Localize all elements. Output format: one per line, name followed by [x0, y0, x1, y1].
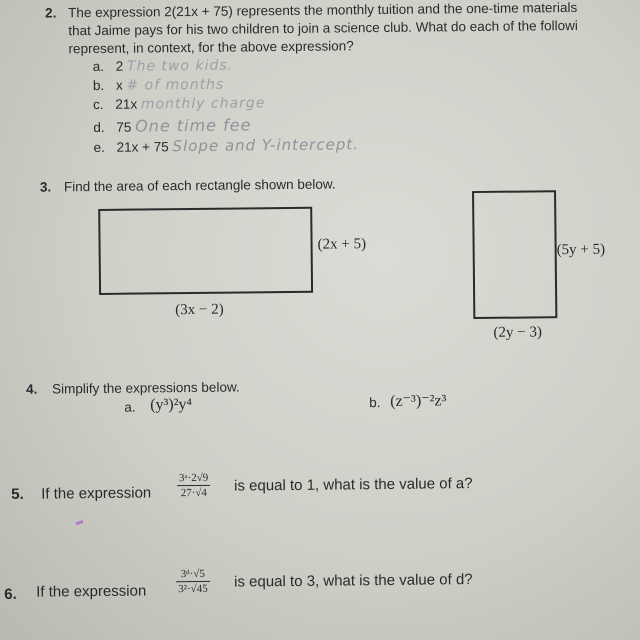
q2-item-e: e. 21x + 75 Slope and Y-intercept. [93, 135, 360, 156]
q5-fraction [177, 472, 210, 499]
rectangle-2-side-label: (5y + 5) [556, 241, 606, 259]
q6-denominator: 3²·√45 [178, 582, 208, 596]
q5-numerator: 3ᵃ·2√9 [178, 471, 209, 485]
q5-number: 5. [11, 485, 24, 503]
q6-numerator: 3ᵈ·√5 [180, 567, 205, 581]
q4-part-b-expression: (z⁻³)⁻²z³ [390, 392, 447, 410]
pen-mark [75, 520, 84, 526]
q2-item-a: a. 2 The two kids. [92, 57, 234, 75]
q2-item-b: b. x # of months [92, 76, 225, 94]
handwritten-answer: Slope and Y-intercept. [172, 135, 360, 156]
q6-fraction [176, 568, 210, 595]
q2-item-c: c. 21x monthly charge [93, 95, 266, 113]
rectangle-1-side-label: (2x + 5) [317, 236, 367, 253]
handwritten-answer: monthly charge [140, 95, 266, 113]
handwritten-answer: # of months [126, 76, 225, 94]
rectangle-2-bottom-label: (2y − 3) [493, 324, 543, 341]
q4-part-a-expression: (y³)²y⁴ [150, 396, 193, 414]
rectangle-1 [98, 207, 313, 295]
rectangle-1-bottom-label: (3x − 2) [175, 301, 224, 319]
q6-prefix: If the expression [36, 582, 147, 601]
rectangle-2 [472, 190, 557, 319]
q6-suffix: is equal to 3, what is the value of d? [234, 571, 473, 591]
q6-number: 6. [4, 585, 17, 603]
q2-line1: The expression 2(21x + 75) represents the monthly tuition and the one-time materials [68, 0, 578, 21]
q2-number: 2. [45, 5, 57, 21]
q4-number: 4. [25, 381, 38, 397]
q2-line3: represent, in context, for the above expression? [68, 38, 354, 57]
q5-denominator: 27·√4 [180, 486, 207, 500]
q2-line2: that Jaime pays for his two children to join a science club. What do each of the followi [68, 17, 578, 39]
q2-item-d: d. 75 One time fee [93, 115, 252, 136]
q4-text: Simplify the expressions below. [51, 379, 240, 397]
handwritten-answer: The two kids. [126, 57, 234, 75]
q4-part-a-label: a. [124, 399, 136, 415]
handwritten-answer: One time fee [135, 115, 252, 136]
q5-prefix: If the expression [41, 484, 152, 503]
q4-part-b-label: b. [369, 395, 381, 411]
q3-number: 3. [39, 179, 52, 195]
q3-text: Find the area of each rectangle shown below. [63, 176, 336, 195]
q5-suffix: is equal to 1, what is the value of a? [234, 475, 473, 495]
